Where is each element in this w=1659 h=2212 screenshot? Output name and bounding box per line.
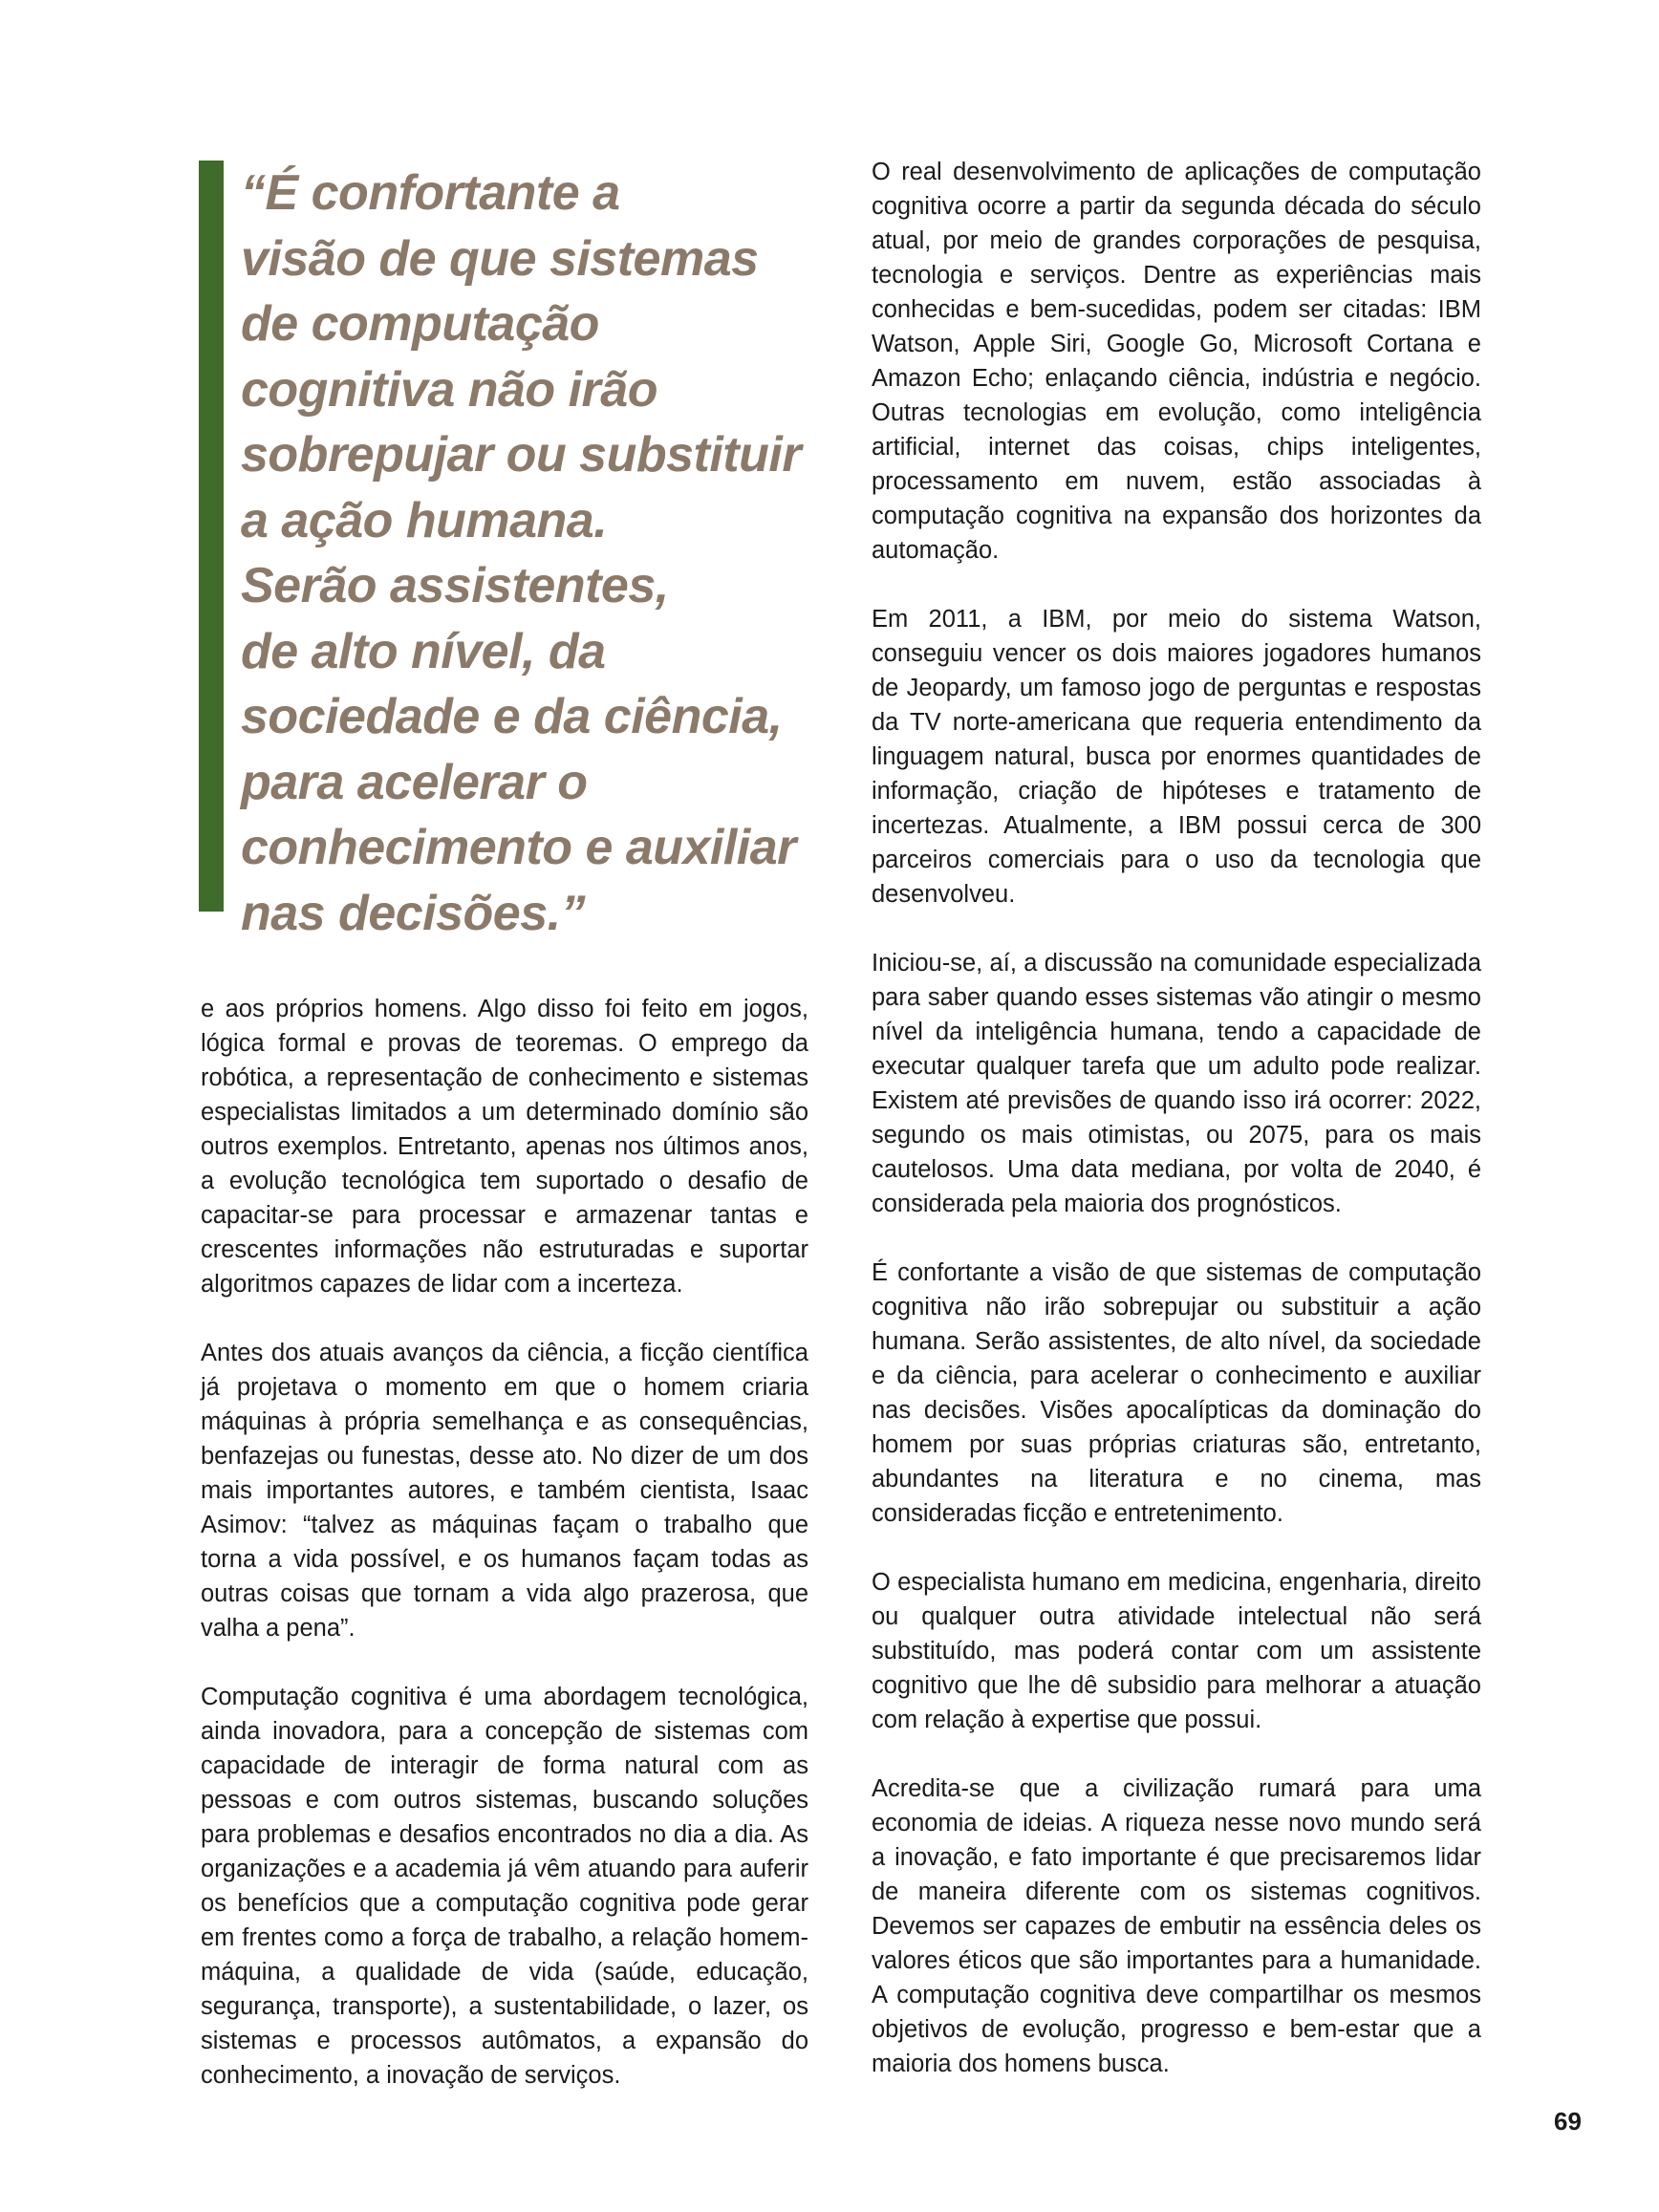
body-paragraph: Computação cognitiva é uma abordagem tecnológica, ainda inovadora, para a concepção de sistemas com capacidade de interagir de forma natural com as pessoas e com outros sistemas, buscando soluções para problemas e desafios encontrados no dia a dia. As organizações e a academia já vêm atuando para auferir os benefícios que a computação cognitiva pode gerar em frentes como a força de trabalho, a relação homem-máquina, a qualidade de vida (saúde, educação, segurança, transporte), a sustentabilidade, o lazer, os sistemas e processos autômatos, a expansão do conhecimento, a inovação de serviços. — [201, 1684, 808, 2089]
body-paragraph: Acredita-se que a civilização rumará para uma economia de ideias. A riqueza nesse novo mundo será a inovação, e fato importante é que precisaremos lidar de maneira diferente com os sistemas cognitivos. Devemos ser capazes de embutir na essência deles os valores éticos que são importantes para a humanidade. A computação cognitiva deve compartilhar os mesmos objetivos de evolução, progresso e bem-estar que a maioria dos homens busca. — [872, 1775, 1481, 2077]
pull-quote-accent-bar — [199, 161, 224, 912]
right-text-column — [872, 155, 1481, 2081]
body-paragraph: Iniciou-se, aí, a discussão na comunidade especializada para saber quando esses sistemas vão atingir o mesmo nível da inteligência humana, tendo a capacidade de executar qualquer tarefa que um adulto pode realizar. Existem até previsões de quando isso irá ocorrer: 2022, segundo os mais otimistas, ou 2075, para os mais cautelosos. Uma data mediana, por volta de 2040, é considerada pela maioria dos prognósticos. — [872, 950, 1481, 1217]
body-paragraph: Em 2011, a IBM, por meio do sistema Watson, conseguiu vencer os dois maiores jogadores humanos de Jeopardy, um famoso jogo de perguntas e respostas da TV norte-americana que requeria entendimento da linguagem natural, busca por enormes quantidades de informação, criação de hipóteses e tratamento de incertezas. Atualmente, a IBM possui cerca de 300 parceiros comerciais para o uso da tecnologia que desenvolveu. — [872, 606, 1481, 908]
pull-quote-text: “É confortante a visão de que sistemas de computação cognitiva não irão sobrepujar ou substituir a ação humana. Serão assistentes, de alto nível, da sociedade e da ciência, para acelerar o conhecimento e auxiliar nas decisões.” — [241, 165, 802, 941]
body-paragraph: É confortante a visão de que sistemas de computação cognitiva não irão sobrepujar ou substituir a ação humana. Serão assistentes, de alto nível, da sociedade e da ciência, para acelerar o conhecimento e auxiliar nas decisões. Visões apocalípticas da dominação do homem por suas próprias criaturas são, entretanto, abundantes na literatura e no cinema, mas consideradas ficção e entretenimento. — [872, 1259, 1481, 1527]
body-paragraph: O real desenvolvimento de aplicações de computação cognitiva ocorre a partir da segunda década do século atual, por meio de grandes corporações de pesquisa, tecnologia e serviços. Dentre as experiências mais conhecidas e bem-sucedidas, podem ser citadas: IBM Watson, Apple Siri, Google Go, Microsoft Cortana e Amazon Echo; enlaçando ciência, indústria e negócio. Outras tecnologias em evolução, como inteligência artificial, internet das coisas, chips inteligentes, processamento em nuvem, estão associadas à computação cognitiva na expansão dos horizontes da automação. — [872, 159, 1481, 564]
body-paragraph: O especialista humano em medicina, engenharia, direito ou qualquer outra atividade intelectual não será substituído, mas poderá contar com um assistente cognitivo que lhe dê subsidio para melhorar a atuação com relação à expertise que possui. — [872, 1569, 1481, 1733]
pull-quote — [199, 161, 810, 941]
body-paragraph: Antes dos atuais avanços da ciência, a ficção científica já projetava o momento em que o homem criaria máquinas à própria semelhança e as consequências, benfazejas ou funestas, desse ato. No dizer de um dos mais importantes autores, e também cientista, Isaac Asimov: “talvez as máquinas façam o trabalho que torna a vida possível, e os humanos façam todas as outras coisas que tornam a vida algo prazerosa, que valha a pena”. — [201, 1340, 808, 1642]
page-number: 69 — [1554, 2107, 1582, 2136]
body-paragraph: e aos próprios homens. Algo disso foi feito em jogos, lógica formal e provas de teoremas. O emprego da robótica, a representação de conhecimento e sistemas especialistas limitados a um determinado domínio são outros exemplos. Entretanto, apenas nos últimos anos, a evolução tecnológica tem suportado o desafio de capacitar-se para processar e armazenar tantas e crescentes informações não estruturadas e suportar algoritmos capazes de lidar com a incerteza. — [201, 996, 808, 1298]
left-text-column — [201, 992, 808, 2093]
